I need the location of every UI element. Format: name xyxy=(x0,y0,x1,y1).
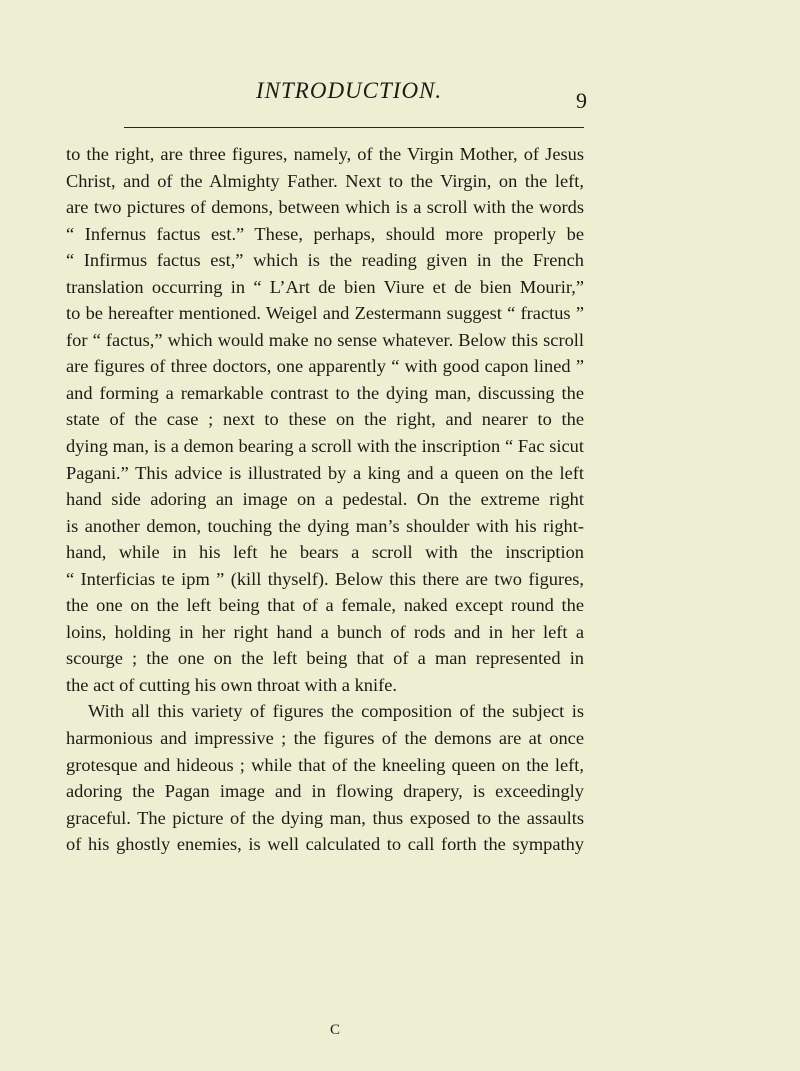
text-line: translation occurring in “ L’Art de bien Viure et de bien Mourir,” xyxy=(66,276,584,297)
text-line: “ Infirmus factus est,” which is the reading given in the French xyxy=(66,250,584,271)
running-title: INTRODUCTION. xyxy=(256,78,443,103)
text-line: With all this variety of figures the composition of the subject is xyxy=(88,701,584,722)
text-line: of his ghostly enemies, is well calculated to call forth the sympathy xyxy=(66,834,584,855)
text-line: to the right, are three figures, namely, of the Virgin Mother, of Jesus xyxy=(66,144,584,164)
header-rule xyxy=(124,127,584,128)
text-line: the act of cutting his own throat with a knife. xyxy=(66,674,397,695)
text-line: “ Interficias te ipm ” (kill thyself). Below this there are two figures, xyxy=(66,568,584,589)
body-text xyxy=(66,141,584,858)
text-line: Pagani.” This advice is illustrated by a king and a queen on the left xyxy=(66,462,584,483)
text-line: state of the case ; next to these on the right, and nearer to the xyxy=(66,409,584,430)
running-head xyxy=(0,76,800,112)
text-line: the one on the left being that of a female, naked except round the xyxy=(66,595,584,616)
text-line: hand side adoring an image on a pedestal. On the extreme right xyxy=(66,489,584,510)
paragraph-1 xyxy=(66,141,584,698)
text-line: is another demon, touching the dying man’s shoulder with his right- xyxy=(66,515,584,536)
text-line: harmonious and impressive ; the figures of the demons are at once xyxy=(66,728,584,749)
text-line: and forming a remarkable contrast to the dying man, discussing the xyxy=(66,382,584,403)
text-line: scourge ; the one on the left being that of a man represented in xyxy=(66,648,584,669)
signature-mark: C xyxy=(330,1022,342,1038)
text-line: loins, holding in her right hand a bunch of rods and in her left a xyxy=(66,621,584,642)
text-line: adoring the Pagan image and in flowing drapery, is exceedingly xyxy=(66,781,584,802)
text-line: to be hereafter mentioned. Weigel and Zestermann suggest “ fractus ” xyxy=(66,303,584,324)
text-line: dying man, is a demon bearing a scroll with the inscription “ Fac sicut xyxy=(66,436,584,457)
text-line: “ Infernus factus est.” These, perhaps, should more properly be xyxy=(66,223,584,244)
text-line: are figures of three doctors, one apparently “ with good capon lined ” xyxy=(66,356,584,377)
text-line: grotesque and hideous ; while that of the kneeling queen on the left, xyxy=(66,754,584,775)
page-number: 9 xyxy=(576,88,587,113)
text-line: are two pictures of demons, between which is a scroll with the words xyxy=(66,197,584,218)
text-line: graceful. The picture of the dying man, thus exposed to the assaults xyxy=(66,807,584,828)
text-line: hand, while in his left he bears a scroll with the inscription xyxy=(66,542,584,563)
text-line: Christ, and of the Almighty Father. Next to the Virgin, on the left, xyxy=(66,170,584,191)
paragraph-2 xyxy=(66,698,584,857)
text-line: for “ factus,” which would make no sense whatever. Below this scroll xyxy=(66,329,584,350)
